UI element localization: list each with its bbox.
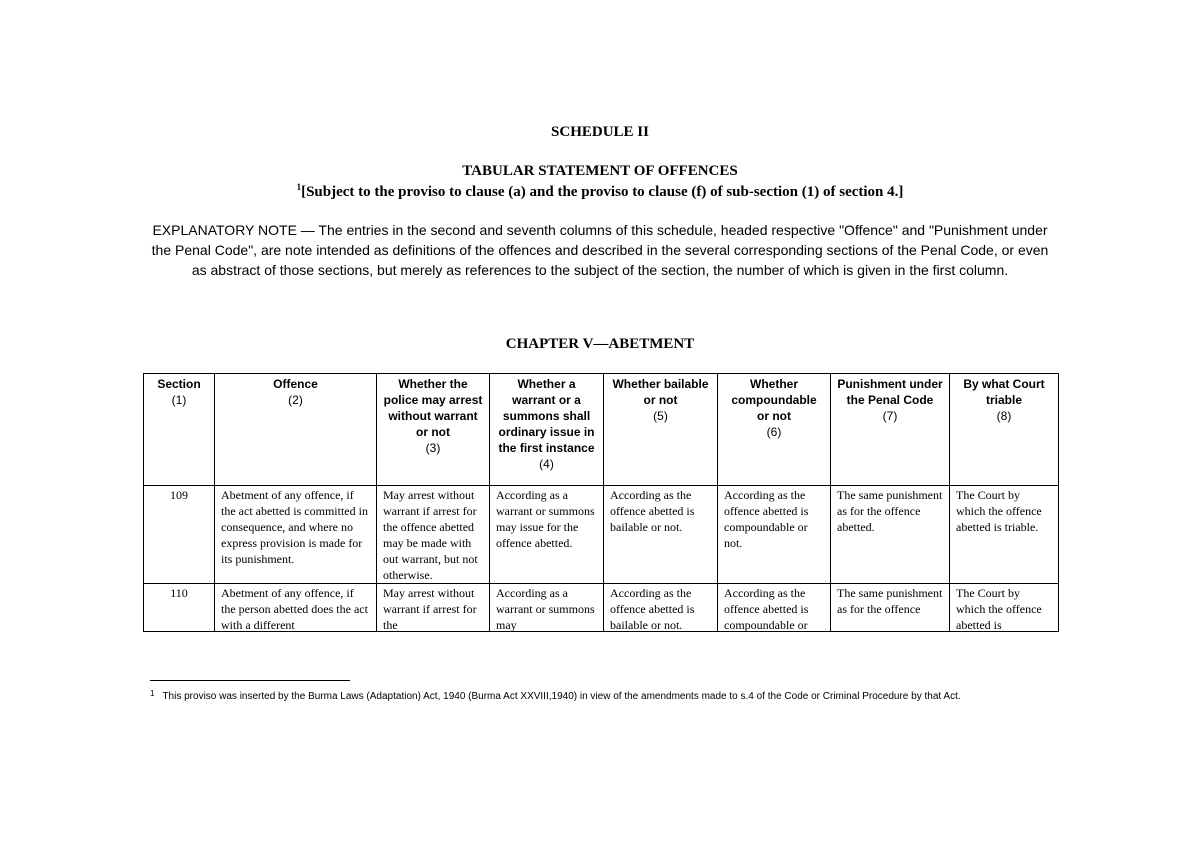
header-offence bbox=[215, 374, 377, 486]
cell-text: According as the offence abetted is bailable or not. bbox=[610, 586, 695, 631]
footnote-marker: 1 bbox=[150, 689, 155, 698]
schedule-title: SCHEDULE II bbox=[551, 124, 649, 140]
header-label: Offence bbox=[273, 377, 318, 391]
cell-text: 110 bbox=[170, 586, 188, 600]
footnote bbox=[150, 688, 1110, 703]
cell-court bbox=[950, 584, 1059, 632]
cell-section: 109 bbox=[144, 486, 215, 584]
footnote-reference-marker: 1 bbox=[296, 182, 302, 192]
cell-punishment: The same punishment as for the offence abetted. bbox=[831, 486, 950, 584]
cell-arrest bbox=[377, 584, 490, 632]
cell-text: The same punishment as for the offence bbox=[837, 586, 943, 616]
cell-offence: Abetment of any offence, if the act abetted is committed in consequence, and where no express provision is made for its punishment. bbox=[215, 486, 377, 584]
subject-note-text: [Subject to the proviso to clause (a) and the proviso to clause (f) of sub-section (1) of section 4.] bbox=[301, 184, 904, 200]
header-label: Whether bailable or not bbox=[612, 377, 709, 407]
header-bailable bbox=[604, 374, 718, 486]
subject-note bbox=[0, 182, 1200, 201]
header-number: (5) bbox=[653, 409, 668, 423]
cell-bailable: According as the offence abetted is bailable or not. bbox=[604, 486, 718, 584]
cell-text: The Court by which the offence abetted is bbox=[956, 586, 1042, 631]
header-label: Whether the police may arrest without warrant or not bbox=[383, 377, 483, 439]
header-section bbox=[144, 374, 215, 486]
table-row bbox=[144, 584, 1059, 632]
cell-text: Abetment of any offence, if the person abetted does the act with a different bbox=[221, 586, 368, 631]
cell-warrant-summons: According as a warrant or summons may issue for the offence abetted. bbox=[490, 486, 604, 584]
header-number: (4) bbox=[539, 457, 554, 471]
cell-punishment bbox=[831, 584, 950, 632]
cell-court: The Court by which the offence abetted is triable. bbox=[950, 486, 1059, 584]
cell-text: According as the offence abetted is compoundable or bbox=[724, 586, 809, 631]
header-number: (8) bbox=[996, 409, 1012, 423]
header-compoundable bbox=[718, 374, 831, 486]
header-number: (3) bbox=[425, 441, 441, 455]
header-label: Section bbox=[157, 377, 201, 391]
cell-compoundable: According as the offence abetted is compoundable or not. bbox=[718, 486, 831, 584]
header-label: Punishment under the Penal Code bbox=[837, 377, 943, 407]
header-number: (6) bbox=[766, 425, 782, 439]
header-label: Whether a warrant or a summons shall ordinary issue in the first instance bbox=[498, 377, 595, 455]
header-number: (1) bbox=[171, 393, 187, 407]
cell-bailable bbox=[604, 584, 718, 632]
cell-offence bbox=[215, 584, 377, 632]
cell-section bbox=[144, 584, 215, 632]
header-number: (2) bbox=[288, 393, 303, 407]
header-arrest-without-warrant bbox=[377, 374, 490, 486]
table-row bbox=[144, 486, 1059, 584]
cell-compoundable bbox=[718, 584, 831, 632]
header-number: (7) bbox=[882, 409, 898, 423]
cell-warrant-summons bbox=[490, 584, 604, 632]
footnote-separator bbox=[150, 680, 350, 681]
offences-table bbox=[143, 373, 1059, 632]
header-warrant-or-summons bbox=[490, 374, 604, 486]
footnote-text: This proviso was inserted by the Burma Laws (Adaptation) Act, 1940 (Burma Act XXVIII,1940) in view of the amendments made to s.4 of the Code or Criminal Procedure by that Act. bbox=[162, 691, 961, 702]
table-header-row bbox=[144, 374, 1059, 486]
header-punishment bbox=[831, 374, 950, 486]
cell-text: According as a warrant or summons may bbox=[496, 586, 595, 631]
chapter-title: CHAPTER V—ABETMENT bbox=[505, 336, 695, 352]
cell-arrest: May arrest without warrant if arrest for the offence abetted may be made with out warrant, but not otherwise. bbox=[377, 486, 490, 584]
header-label: Whether compoundable or not bbox=[731, 377, 817, 423]
tabular-statement-title: TABULAR STATEMENT OF OFFENCES bbox=[462, 163, 738, 179]
cell-text: May arrest without warrant if arrest for the bbox=[383, 586, 477, 631]
header-court bbox=[950, 374, 1059, 486]
explanatory-note: EXPLANATORY NOTE — The entries in the second and seventh columns of this schedule, headed respective "Offence" and "Punishment under the Penal Code", are note intended as definitions of the offences and described in the several corresponding sections of the Penal Code, or even as abstract of those sections, but merely as references to the subject of the section, the number of which is given in the first column. bbox=[151, 222, 1049, 278]
header-label: By what Court triable bbox=[963, 377, 1045, 407]
